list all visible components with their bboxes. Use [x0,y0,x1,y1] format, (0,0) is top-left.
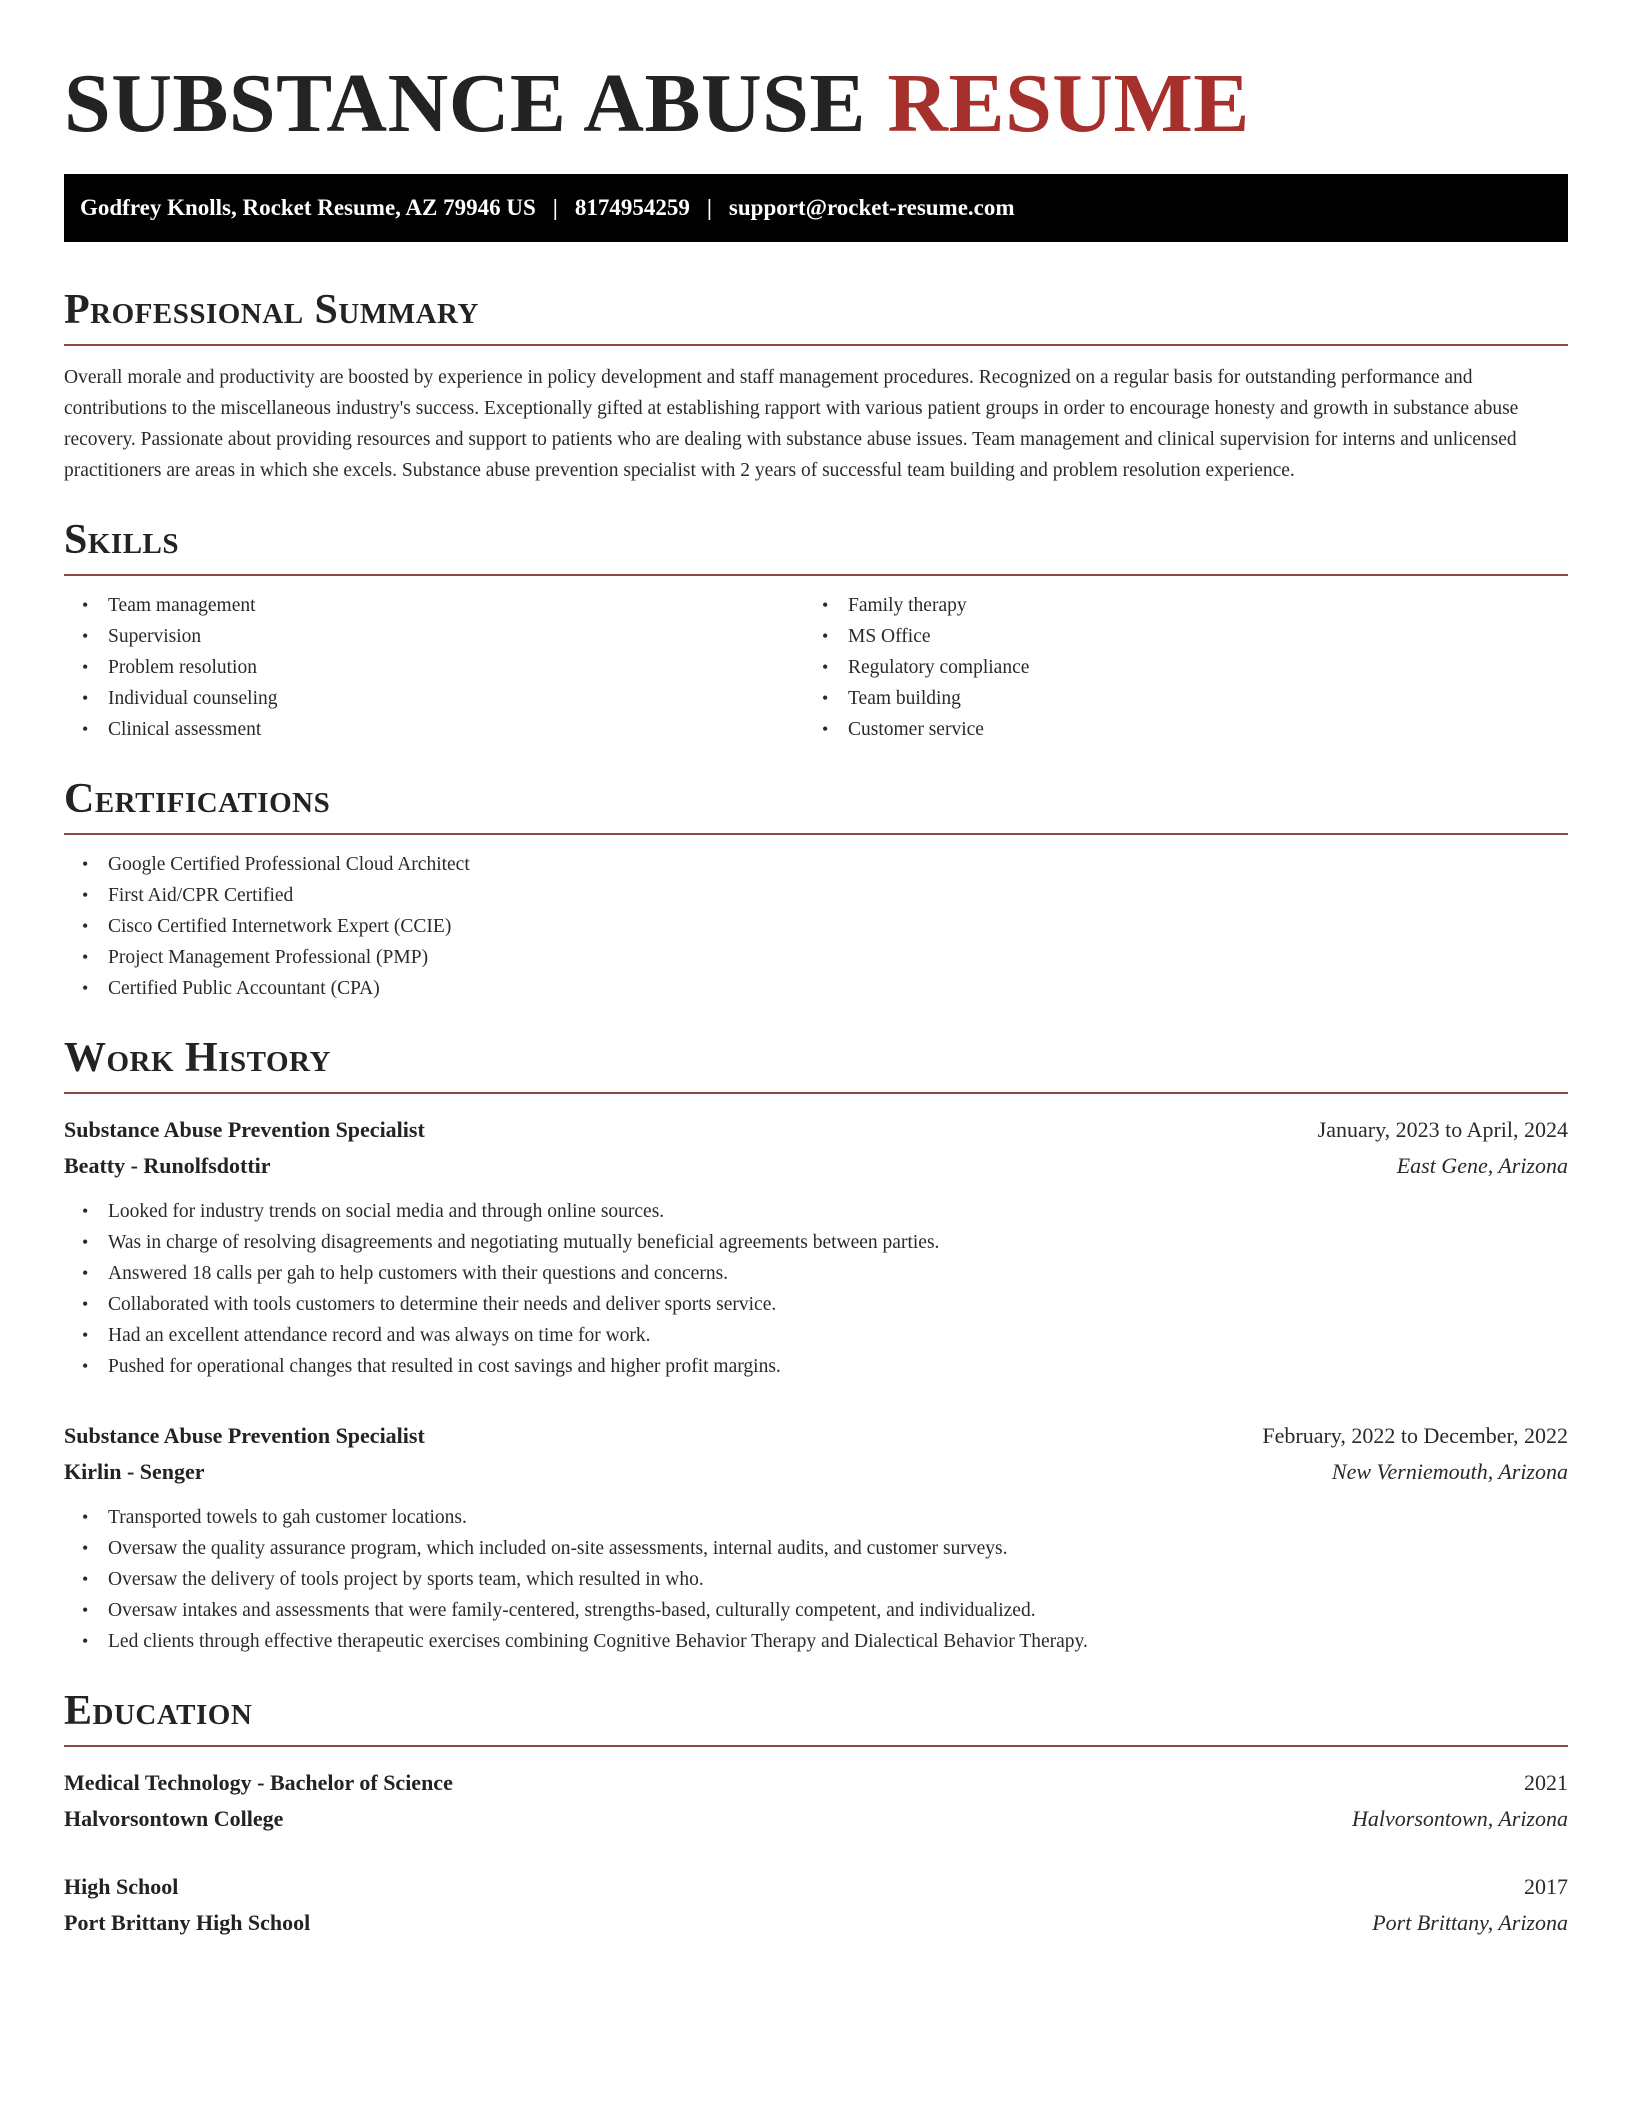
job-entry [64,1112,1568,1382]
certification-item: • Google Certified Professional Cloud Architect [64,849,1568,880]
section-heading-summary: Professional Summary [64,286,1568,346]
job-bullet: • Led clients through effective therapeutic exercises combining Cognitive Behavior Therapy and Dialectical Behavior Therapy. [64,1626,1568,1657]
education-entry [64,1869,1568,1941]
contact-bar [64,174,1568,242]
skills-list-left [64,590,804,745]
contact-separator: | [706,195,712,220]
job-location: East Gene, Arizona [1396,1153,1568,1178]
education-entry [64,1765,1568,1837]
education-degree: Medical Technology - Bachelor of Science [64,1770,453,1795]
job-dates: January, 2023 to April, 2024 [1317,1117,1568,1142]
contact-address: Godfrey Knolls, Rocket Resume, AZ 79946 US [80,195,536,220]
job-bullets [64,1196,1568,1382]
certifications-list [64,849,1568,1004]
education-degree: High School [64,1874,179,1899]
skill-item: • Family therapy [804,590,1544,621]
contact-separator: | [552,195,558,220]
skill-item: • Individual counseling [64,683,804,714]
certification-item: • First Aid/CPR Certified [64,880,1568,911]
job-location: New Verniemouth, Arizona [1331,1459,1568,1484]
education-year: 2017 [1524,1874,1568,1899]
skill-item: • Team management [64,590,804,621]
skill-item: • Customer service [804,714,1544,745]
skill-item: • MS Office [804,621,1544,652]
education-year: 2021 [1524,1770,1568,1795]
skill-item: • Team building [804,683,1544,714]
summary-section [64,286,1568,486]
section-heading-education: Education [64,1687,1568,1747]
job-bullet: • Was in charge of resolving disagreements and negotiating mutually beneficial agreements between parties. [64,1227,1568,1258]
job-bullet: • Looked for industry trends on social media and through online sources. [64,1196,1568,1227]
resume-title [64,58,1568,150]
education-school-row [64,1801,1568,1837]
contact-phone: 8174954259 [574,195,690,220]
contact-email: support@rocket-resume.com [728,195,1015,220]
job-company-row [64,1454,1568,1490]
certification-item: • Cisco Certified Internetwork Expert (CCIE) [64,911,1568,942]
education-location: Halvorsontown, Arizona [1352,1806,1568,1831]
skills-grid [64,590,1568,745]
title-main: SUBSTANCE ABUSE [64,57,866,150]
certifications-section [64,775,1568,1004]
section-heading-work: Work History [64,1034,1568,1094]
job-bullet: • Collaborated with tools customers to determine their needs and deliver sports service. [64,1289,1568,1320]
skills-list-right [804,590,1544,745]
job-bullet: • Had an excellent attendance record and was always on time for work. [64,1320,1568,1351]
education-school: Port Brittany High School [64,1910,311,1935]
job-dates: February, 2022 to December, 2022 [1262,1423,1568,1448]
certification-item: • Project Management Professional (PMP) [64,942,1568,973]
job-bullet: • Oversaw the quality assurance program, which included on-site assessments, internal audits, and customer surveys. [64,1533,1568,1564]
job-company: Beatty - Runolfsdottir [64,1153,271,1178]
skill-item: • Regulatory compliance [804,652,1544,683]
section-heading-skills: Skills [64,516,1568,576]
skill-item: • Supervision [64,621,804,652]
job-company-row [64,1148,1568,1184]
education-section [64,1687,1568,1941]
job-title-row [64,1418,1568,1454]
job-entry [64,1418,1568,1657]
summary-text: Overall morale and productivity are boosted by experience in policy development and staff management procedures. Recognized on a regular basis for outstanding performance and contributions to the miscellaneous industry's success. Exceptionally gifted at establishing rapport with various patient groups in order to encourage honesty and growth in substance abuse recovery. Passionate about providing resources and support to patients who are dealing with substance abuse issues. Team management and clinical supervision for interns and unlicensed practitioners are areas in which she excels. Substance abuse prevention specialist with 2 years of successful team building and problem resolution experience. [64,367,1519,481]
job-title: Substance Abuse Prevention Specialist [64,1423,425,1448]
education-degree-row [64,1765,1568,1801]
skill-item: • Clinical assessment [64,714,804,745]
job-bullets [64,1502,1568,1657]
section-heading-certifications: Certifications [64,775,1568,835]
education-degree-row [64,1869,1568,1905]
job-bullet: • Oversaw intakes and assessments that were family-centered, strengths-based, culturally competent, and individualized. [64,1595,1568,1626]
job-title-row [64,1112,1568,1148]
education-location: Port Brittany, Arizona [1372,1910,1568,1935]
job-bullet: • Transported towels to gah customer locations. [64,1502,1568,1533]
skill-item: • Problem resolution [64,652,804,683]
job-title: Substance Abuse Prevention Specialist [64,1117,425,1142]
work-section [64,1034,1568,1657]
skills-section [64,516,1568,745]
job-company: Kirlin - Senger [64,1459,205,1484]
title-accent: RESUME [887,57,1250,150]
certification-item: • Certified Public Accountant (CPA) [64,973,1568,1004]
job-bullet: • Pushed for operational changes that resulted in cost savings and higher profit margins. [64,1351,1568,1382]
job-bullet: • Oversaw the delivery of tools project by sports team, which resulted in who. [64,1564,1568,1595]
job-bullet: • Answered 18 calls per gah to help customers with their questions and concerns. [64,1258,1568,1289]
education-school-row [64,1905,1568,1941]
education-school: Halvorsontown College [64,1806,284,1831]
